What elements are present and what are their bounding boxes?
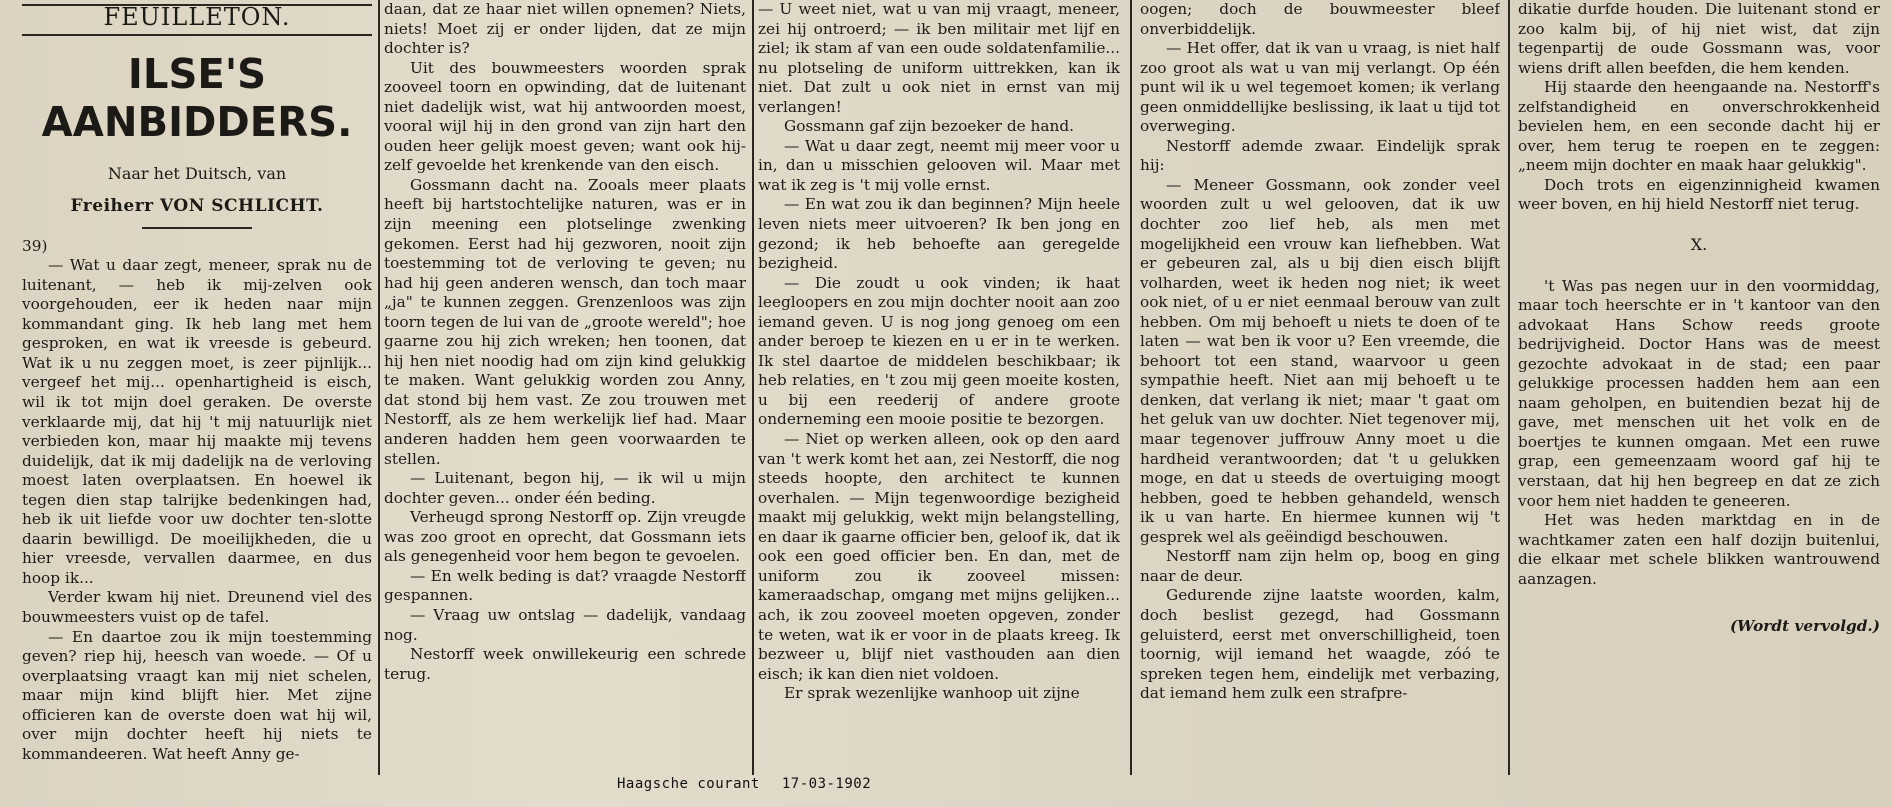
- paragraph: dikatie durfde houden. Die luitenant stond er zoo kalm bij, of hij niet wist, dat zijn tegenpartij de oude Gossmann was, voor wiens drift allen beefden, die hem kenden.: [1518, 0, 1880, 77]
- paragraph: 't Was pas negen uur in den voormiddag, maar toch heerschte er in 't kantoor van den advokaat Hans Schow reeds groote bedrijvigheid. Doctor Hans was de meest gezochte advokaat in de stad; een paar gelukkige processen hadden hem aan een naam geholpen, en buitendien bezat hij de gave, met menschen uit het volk en de boertjes te kunnen omgaan. Met een ruwe grap, een gemeenzaam woord gaf hij te verstaan, dat hij hen begreep en dat ze zich voor hem niet hadden te geneeren.: [1518, 276, 1880, 510]
- column-divider: [752, 0, 754, 775]
- paragraph: Er sprak wezenlijke wanhoop uit zijne: [784, 684, 1080, 703]
- paragraph: 39): [22, 236, 48, 255]
- column-divider: [1508, 0, 1510, 775]
- byline: Naar het Duitsch, van: [107, 163, 287, 183]
- heading-rule: [22, 34, 372, 36]
- column-4: [1140, 0, 1500, 770]
- author-rule: [142, 227, 252, 229]
- paragraph: daan, dat ze haar niet willen opnemen? Niets, niets! Moet zij er onder lijden, dat ze mijn dochter is?: [384, 0, 746, 58]
- paragraph: oogen; doch de bouwmeester bleef onverbiddelijk.: [1140, 0, 1500, 38]
- paragraph: Doch trots en eigenzinnigheid kwamen weer boven, en hij hield Nestorff niet terug.: [1518, 175, 1880, 214]
- paragraph: — Het offer, dat ik van u vraag, is niet half zoo groot als wat u van mij verlangt. Op één punt wil ik u wel tegemoet komen; ik verlang geen onmiddellijke beslissing, ik laat u tijd tot overweging.: [1140, 39, 1500, 136]
- paragraph: — Meneer Gossmann, ook zonder veel woorden zult u wel gelooven, dat ik uw dochter zoo lief heb, als men met mogelijkheid een vrouw kan liefhebben. Wat er gebeuren zal, als u bij dien eisch blijft volharden, weet ik heden nog niet; ik weet ook niet, of u er niet eenmaal berouw van zult hebben. Om mij behoeft u niets te doen of te laten — wat ben ik voor u? Een vreemde, die behoort tot een stand, waarvoor u geen sympathie heeft. Niet aan mij behoeft u te denken, dat verlang ik niet; maar 't gaat om het geluk van uw dochter. Niet tegenover mij, maar tegenover juffrouw Anny moet u die hardheid verantwoorden; dat 't u gelukken moge, en dat u steeds de overtuiging moogt hebben, goed te hebben gehandeld, wensch ik u van harte. En hiermee kunnen wij 't gesprek wel als geëindigd beschouwen.: [1140, 175, 1500, 546]
- paragraph: Nestorff nam zijn helm op, boog en ging naar de deur.: [1140, 547, 1500, 585]
- issue-date: 17-03-1902: [781, 776, 872, 792]
- paragraph: Het was heden marktdag en in de wachtkamer zaten een half dozijn buitenlui, die elkaar met schele blikken wantrouwend aanzagen.: [1518, 511, 1880, 588]
- to-be-continued: (Wordt vervolgd.): [1729, 617, 1880, 636]
- paragraph: — En welk beding is dat? vraagde Nestorff gespannen.: [384, 566, 746, 605]
- column-5: [1518, 0, 1880, 770]
- paragraph: Hij staarde den heengaande na. Nestorff's zelfstandigheid en onverschrokkenheid bevielen hem, en een seconde dacht hij er over, hem terug te roepen en te zeggen: „neem mijn dochter en maak haar gelukkig".: [1518, 78, 1880, 175]
- column-1: [22, 0, 372, 770]
- paragraph: — Luitenant, begon hij, — ik wil u mijn dochter geven... onder één beding.: [384, 469, 746, 507]
- paragraph: Gossmann gaf zijn bezoeker de hand.: [784, 117, 1075, 136]
- column-divider: [378, 0, 380, 775]
- column-divider: [1130, 0, 1132, 775]
- paragraph: — En daartoe zou ik mijn toestemming geven? riep hij, heesch van woede. — Of u overplaatsing vraagt kan mij niet schelen, maar mijn kind blijft hier. Met zijne officieren kan de overste doen wat hij wil, over mijn dochter heeft hij niets te kommandeeren. Wat heeft Anny ge-: [22, 627, 372, 763]
- paragraph: — Wat u daar zegt, neemt mij meer voor u in, dan u misschien gelooven wil. Maar met wat ik zeg is 't mij volle ernst.: [758, 136, 1120, 194]
- chapter-number: X.: [1690, 235, 1708, 255]
- paragraph: Gossmann dacht na. Zooals meer plaats heeft bij hartstochtelijke naturen, was er in zijn meening een plotselinge zwenking gekomen. Eerst had hij gezworen, nooit zijn toestemming tot de verloving te geven; nu had hij geen anderen wensch, dan toch maar „ja" te kunnen zeggen. Grenzenloos was zijn toorn tegen de lui van de „groote wereld"; hoe gaarne zou hij zich wreken; hen toonen, dat hij hen niet noodig had om zijn kind gelukkig te maken. Want gelukkig worden zou Anny, dat stond bij hem vast. Ze zou trouwen met Nestorff, als ze hem werkelijk lief had. Maar anderen hadden hem geen voorwaarden te stellen.: [384, 175, 746, 468]
- source-caption: [617, 776, 871, 792]
- paragraph: — Wat u daar zegt, meneer, sprak nu de luitenant, — heb ik mij-zelven ook voorgehouden, eer ik heden naar mijn kommandant ging. Ik heb lang met hem gesproken, en wat ik vreesde is gebeurd. Wat ik u nu zeggen moet, is zeer pijnlijk... vergeef het mij... openhartigheid is eisch, wil ik tot mijn doel geraken. De overste verklaarde mij, dat hij 't mij natuurlijk niet verbieden kon, maar hij maakte mij tevens duidelijk, dat ik mij dadelijk na de verloving moest laten overplaatsen. En hoewel ik tegen dien stap talrijke bedenkingen had, heb ik uit liefde voor uw dochter ten-slotte daarin bewilligd. De moeilijkheden, die u hier vreesde, vervallen daarmee, en dus hoop ik...: [22, 256, 372, 587]
- paragraph: — U weet niet, wat u van mij vraagt, meneer, zei hij ontroerd; — ik ben militair met lijf en ziel; ik stam af van een oude soldatenfamilie... nu plotseling de uniform uittrekken, kan ik niet. Dat zult u ook niet in ernst van mij verlangen!: [758, 0, 1120, 116]
- newspaper-name: Haagsche courant: [617, 776, 760, 792]
- paragraph: Uit des bouwmeesters woorden sprak zooveel toorn en opwinding, dat de luitenant niet dadelijk wist, wat hij antwoorden moest, vooral wijl hij in den grond van zijn hart den ouden heer gelijk moest geven; want ook hij-zelf gevoelde het krenkende van den eisch.: [384, 58, 746, 175]
- column-3: [758, 0, 1120, 770]
- column-2: [384, 0, 746, 770]
- paragraph: Nestorff ademde zwaar. Eindelijk sprak hij:: [1140, 136, 1500, 175]
- paragraph: Verder kwam hij niet. Dreunend viel des bouwmeesters vuist op de tafel.: [22, 588, 372, 627]
- author: Freiherr VON SCHLICHT.: [70, 196, 324, 217]
- paragraph: — Vraag uw ontslag — dadelijk, vandaag nog.: [384, 605, 746, 644]
- paragraph: — Die zoudt u ook vinden; ik haat leegloopers en zou mijn dochter nooit aan zoo iemand geven. U is nog jong genoeg om een ander beroep te kiezen en u er in te werken. Ik stel daartoe de middelen beschikbaar; ik heb relaties, en 't zou mij geen moeite kosten, u bij een reederij of andere groote onderneming een mooie positie te bezorgen.: [758, 273, 1120, 429]
- paragraph: Nestorff week onwillekeurig een schrede terug.: [384, 645, 746, 683]
- paragraph: Verheugd sprong Nestorff op. Zijn vreugde was zoo groot en oprecht, dat Gossmann iets als genegenheid voor hem begon te gevoelen.: [384, 508, 746, 566]
- story-title: ILSE'S AANBIDDERS.: [41, 49, 353, 146]
- paragraph: — En wat zou ik dan beginnen? Mijn heele leven niets meer uitvoeren? Ik ben jong en gezond; ik heb behoefte aan geregelde bezigheid.: [758, 195, 1120, 273]
- paragraph: Gedurende zijne laatste woorden, kalm, doch beslist gezegd, had Gossmann geluisterd, eerst met onverschilligheid, toen toornig, wijl iemand het waagde, zóó te spreken tegen hem, eindelijk met verbazing, dat iemand hem zulk een strafpre-: [1140, 586, 1500, 703]
- section-heading: FEUILLETON.: [103, 3, 291, 31]
- paragraph: — Niet op werken alleen, ook op den aard van 't werk komt het aan, zei Nestorff, die nog steeds hoopte, den architect te kunnen overhalen. — Mijn tegenwoordige bezigheid maakt mij gelukkig, wekt mijn belangstelling, en daar ik gaarne officier ben, geloof ik, dat ik ook een goed officier ben. En dan, met de uniform zou ik zooveel missen: kameraadschap, omgang met mijns gelijken... ach, ik zou zooveel moeten opgeven, zonder te weten, wat ik er voor in de plaats kreeg. Ik bezweer u, blijf niet vasthouden aan dien eisch; ik kan dien niet voldoen.: [758, 430, 1120, 683]
